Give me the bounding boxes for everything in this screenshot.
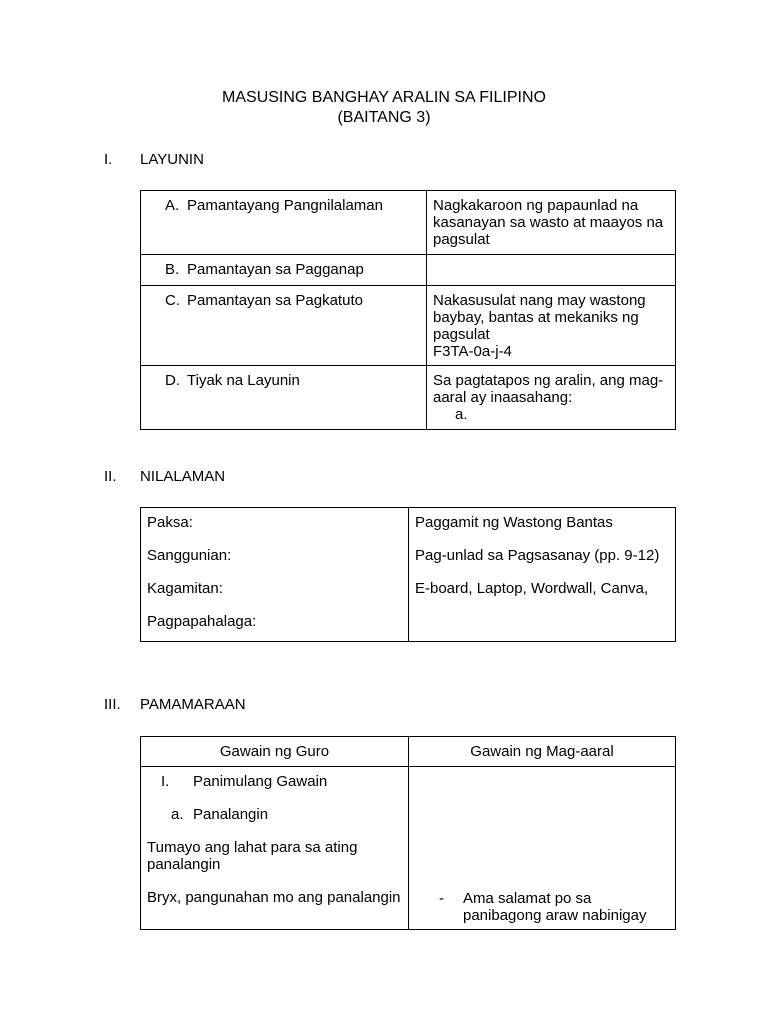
nilalaman-labels-cell	[141, 508, 409, 642]
table-row	[141, 255, 676, 286]
layunin-label-cell: A. Pamantayang Pangnilalaman	[141, 191, 427, 255]
header-gawain-guro: Gawain ng Guro	[141, 737, 409, 767]
layunin-value-cell: Sa pagtatapos ng aralin, ang mag-aaral ay inaasahang: a.	[427, 366, 676, 430]
section-nilalaman	[104, 468, 225, 485]
paksa-value: Paggamit ng Wastong Bantas	[415, 514, 613, 531]
table-header-row	[141, 737, 676, 767]
section-label: PAMAMARAAN	[140, 696, 246, 713]
table-row	[141, 767, 676, 930]
section-number: III.	[104, 696, 121, 713]
section-label: NILALAMAN	[140, 468, 226, 485]
title-line-1: MASUSING BANGHAY ARALIN SA FILIPINO	[222, 89, 546, 106]
kagamitan-label: Kagamitan:	[147, 580, 223, 597]
section-label: LAYUNIN	[140, 151, 204, 168]
section-layunin	[104, 151, 204, 168]
section-number: II.	[104, 468, 117, 485]
section-number: I.	[104, 151, 113, 168]
sub-step-heading: a. Panalangin	[171, 806, 269, 823]
nilalaman-values-cell	[409, 508, 676, 642]
magaaral-response: - Ama salamat po sa panibagong araw nabinigay	[439, 890, 647, 924]
table-row	[141, 508, 676, 642]
pagpapahalaga-label: Pagpapahalaga:	[147, 613, 257, 630]
guro-line: Bryx, pangunahan mo ang panalangin	[147, 889, 401, 906]
dash-bullet: -	[439, 890, 444, 907]
layunin-label-cell: B. Pamantayan sa Pagganap	[141, 255, 427, 286]
table-row	[141, 366, 676, 430]
table-row	[141, 191, 676, 255]
document-title	[0, 88, 768, 128]
layunin-value-cell: Nagkakaroon ng papaunlad na kasanayan sa wasto at maayos na pagsulat	[427, 191, 676, 255]
nilalaman-table	[140, 507, 676, 642]
guro-activities-cell	[141, 767, 409, 930]
kagamitan-value: E-board, Laptop, Wordwall, Canva,	[415, 580, 649, 597]
competency-code: F3TA-0a-j-4	[433, 343, 512, 360]
pamamaraan-table	[140, 736, 676, 930]
paksa-label: Paksa:	[147, 514, 193, 531]
step-heading: I. Panimulang Gawain	[161, 773, 328, 790]
layunin-value-cell: Nakasusulat nang may wastong baybay, bantas at mekaniks ng pagsulat F3TA-0a-j-4	[427, 286, 676, 366]
guro-line: Tumayo ang lahat para sa ating panalangin	[147, 839, 358, 873]
objective-item: a.	[455, 406, 468, 423]
table-row	[141, 286, 676, 366]
magaaral-activities-cell	[409, 767, 676, 930]
section-pamamaraan	[104, 696, 246, 713]
layunin-label-cell: D. Tiyak na Layunin	[141, 366, 427, 430]
layunin-value-cell	[427, 255, 676, 286]
sanggunian-value: Pag-unlad sa Pagsasanay (pp. 9-12)	[415, 547, 660, 564]
header-gawain-magaaral: Gawain ng Mag-aaral	[409, 737, 676, 767]
layunin-table	[140, 190, 676, 430]
sanggunian-label: Sanggunian:	[147, 547, 232, 564]
layunin-label-cell: C. Pamantayan sa Pagkatuto	[141, 286, 427, 366]
title-line-2: (BAITANG 3)	[337, 109, 431, 126]
